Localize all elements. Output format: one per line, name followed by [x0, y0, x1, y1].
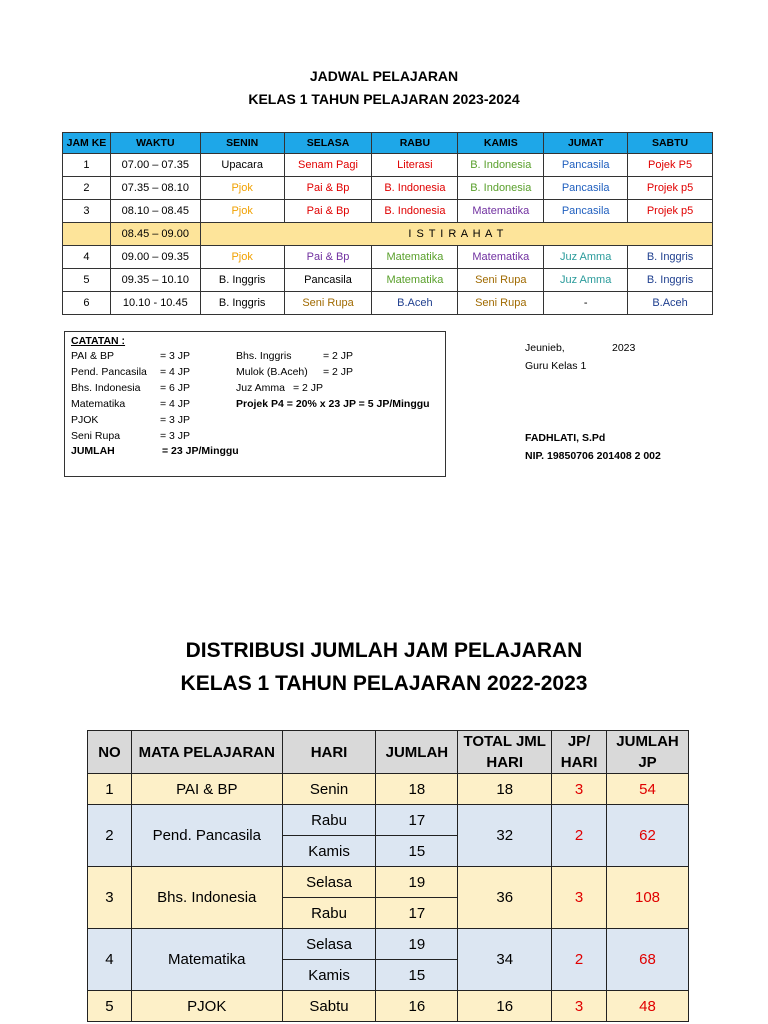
- note-value: = 4 JP: [160, 366, 191, 378]
- cell-total: 36: [458, 867, 552, 929]
- cell-jumat: Juz Amma: [544, 246, 628, 269]
- cell-jumat: Juz Amma: [544, 269, 628, 292]
- distribution-subtitle: KELAS 1 TAHUN PELAJARAN 2022-2023: [180, 672, 588, 695]
- cell-no: 5: [88, 991, 132, 1022]
- distribution-title: DISTRIBUSI JUMLAH JAM PELAJARAN: [185, 639, 583, 662]
- cell-jumlah-jp: 54: [607, 774, 689, 805]
- cell-jumlah-jp: 108: [607, 867, 689, 929]
- cell-sabtu: Projek p5: [628, 200, 713, 223]
- cell-sabtu: Projek p5: [628, 177, 713, 200]
- cell-kamis: Matematika: [458, 246, 544, 269]
- signature-role: Guru Kelas 1: [525, 360, 587, 372]
- cell-sabtu: B. Inggris: [628, 269, 713, 292]
- table-row: [88, 805, 689, 836]
- note-value: = 4 JP: [160, 398, 191, 410]
- cell-hari: Selasa: [282, 867, 376, 898]
- cell-rabu: Literasi: [372, 154, 458, 177]
- cell-jam: [63, 223, 111, 246]
- cell-waktu: 09.35 – 10.10: [110, 269, 200, 292]
- cell-sabtu: B. Inggris: [628, 246, 713, 269]
- note-name: Seni Rupa: [71, 430, 121, 442]
- cell-jumlah-jp: 68: [607, 929, 689, 991]
- cell-hari: Selasa: [282, 929, 376, 960]
- note-value: = 6 JP: [160, 382, 191, 394]
- col-rabu: RABU: [372, 133, 458, 154]
- cell-hari: Rabu: [282, 805, 376, 836]
- cell-jumlah: 18: [376, 774, 458, 805]
- col-senin: SENIN: [200, 133, 284, 154]
- cell-jam: 1: [63, 154, 111, 177]
- cell-kamis: Matematika: [458, 200, 544, 223]
- table-row: [63, 246, 713, 269]
- cell-jp: 2: [552, 805, 607, 867]
- distribution-table: [87, 730, 689, 1022]
- cell-sabtu: Pojek P5: [628, 154, 713, 177]
- col-jumat: JUMAT: [544, 133, 628, 154]
- cell-jumat: Pancasila: [544, 177, 628, 200]
- col-jam-ke: JAM KE: [63, 133, 111, 154]
- note-value: = 2 JP: [323, 366, 354, 378]
- schedule-subtitle: KELAS 1 TAHUN PELAJARAN 2023-2024: [248, 91, 520, 107]
- note-name: Pend. Pancasila: [71, 366, 147, 378]
- cell-jumlah: 17: [376, 898, 458, 929]
- cell-rabu: B.Aceh: [372, 292, 458, 315]
- cell-no: 1: [88, 774, 132, 805]
- cell-jumlah: 15: [376, 960, 458, 991]
- cell-senin: B. Inggris: [200, 292, 284, 315]
- cell-selasa: Seni Rupa: [284, 292, 372, 315]
- signature-name: FADHLATI, S.Pd: [525, 432, 606, 444]
- cell-mapel: PAI & BP: [131, 774, 282, 805]
- table-row: [63, 292, 713, 315]
- schedule-table: [62, 132, 713, 315]
- note-name: Mulok (B.Aceh): [236, 366, 308, 378]
- cell-kamis: Seni Rupa: [458, 292, 544, 315]
- cell-kamis: B. Indonesia: [458, 154, 544, 177]
- table-row: [88, 991, 689, 1022]
- cell-jam: 5: [63, 269, 111, 292]
- col-mata-pelajaran: MATA PELAJARAN: [131, 731, 282, 774]
- cell-senin: Upacara: [200, 154, 284, 177]
- cell-senin: Pjok: [200, 177, 284, 200]
- cell-rabu: B. Indonesia: [372, 177, 458, 200]
- col-kamis: KAMIS: [458, 133, 544, 154]
- cell-jumat: Pancasila: [544, 154, 628, 177]
- cell-jp: 3: [552, 867, 607, 929]
- cell-sabtu: B.Aceh: [628, 292, 713, 315]
- note-value: = 2 JP: [323, 350, 354, 362]
- cell-jumlah: 16: [376, 991, 458, 1022]
- note-name: PAI & BP: [71, 350, 114, 362]
- cell-no: 4: [88, 929, 132, 991]
- note-name: Bhs. Indonesia: [71, 382, 141, 394]
- table-row: [63, 200, 713, 223]
- cell-mapel: Pend. Pancasila: [131, 805, 282, 867]
- cell-jam: 3: [63, 200, 111, 223]
- note-value: = 3 JP: [160, 414, 191, 426]
- notes-title: CATATAN :: [71, 335, 126, 347]
- cell-hari: Kamis: [282, 836, 376, 867]
- cell-selasa: Pai & Bp: [284, 177, 372, 200]
- cell-total: 32: [458, 805, 552, 867]
- note-name: Bhs. Inggris: [236, 350, 292, 362]
- table-row: [63, 154, 713, 177]
- note-projek: Projek P4 = 20% x 23 JP = 5 JP/Minggu: [236, 398, 430, 410]
- cell-hari: Sabtu: [282, 991, 376, 1022]
- cell-hari: Kamis: [282, 960, 376, 991]
- col-jumlah: JUMLAH: [376, 731, 458, 774]
- cell-no: 2: [88, 805, 132, 867]
- cell-waktu: 08.10 – 08.45: [110, 200, 200, 223]
- col-hari: HARI: [282, 731, 376, 774]
- cell-waktu: 09.00 – 09.35: [110, 246, 200, 269]
- schedule-header-row: [63, 133, 713, 154]
- cell-jumat: Pancasila: [544, 200, 628, 223]
- signature-place: Jeunieb,: [525, 342, 565, 354]
- cell-selasa: Senam Pagi: [284, 154, 372, 177]
- cell-jp: 3: [552, 991, 607, 1022]
- cell-rabu: Matematika: [372, 246, 458, 269]
- signature-year: 2023: [612, 342, 636, 354]
- distribution-header-row: [88, 731, 689, 774]
- istirahat-label: I S T I R A H A T: [200, 223, 712, 246]
- cell-jp: 3: [552, 774, 607, 805]
- col-jumlah-jp: JUMLAH JP: [607, 731, 689, 774]
- cell-jumlah: 19: [376, 867, 458, 898]
- cell-jumlah-jp: 62: [607, 805, 689, 867]
- cell-rabu: Matematika: [372, 269, 458, 292]
- cell-jumlah: 19: [376, 929, 458, 960]
- cell-total: 16: [458, 991, 552, 1022]
- cell-jumlah: 15: [376, 836, 458, 867]
- cell-total: 34: [458, 929, 552, 991]
- table-row: [63, 177, 713, 200]
- table-row: [88, 774, 689, 805]
- cell-jumlah-jp: 48: [607, 991, 689, 1022]
- col-total-jml-hari: TOTAL JML HARI: [458, 731, 552, 774]
- cell-waktu: 08.45 – 09.00: [110, 223, 200, 246]
- cell-senin: Pjok: [200, 200, 284, 223]
- cell-waktu: 07.35 – 08.10: [110, 177, 200, 200]
- cell-hari: Rabu: [282, 898, 376, 929]
- cell-waktu: 10.10 - 10.45: [110, 292, 200, 315]
- break-row: [63, 223, 713, 246]
- note-name: PJOK: [71, 414, 99, 426]
- note-total-name: JUMLAH: [71, 445, 115, 457]
- cell-senin: B. Inggris: [200, 269, 284, 292]
- table-row: [88, 929, 689, 960]
- cell-mapel: Bhs. Indonesia: [131, 867, 282, 929]
- cell-hari: Senin: [282, 774, 376, 805]
- cell-total: 18: [458, 774, 552, 805]
- cell-selasa: Pai & Bp: [284, 200, 372, 223]
- col-waktu: WAKTU: [110, 133, 200, 154]
- cell-rabu: B. Indonesia: [372, 200, 458, 223]
- cell-selasa: Pancasila: [284, 269, 372, 292]
- cell-kamis: B. Indonesia: [458, 177, 544, 200]
- cell-waktu: 07.00 – 07.35: [110, 154, 200, 177]
- table-row: [63, 269, 713, 292]
- cell-senin: Pjok: [200, 246, 284, 269]
- cell-kamis: Seni Rupa: [458, 269, 544, 292]
- col-sabtu: SABTU: [628, 133, 713, 154]
- cell-jam: 6: [63, 292, 111, 315]
- note-value: = 3 JP: [160, 350, 191, 362]
- note-value: = 2 JP: [293, 382, 324, 394]
- cell-selasa: Pai & Bp: [284, 246, 372, 269]
- cell-jam: 2: [63, 177, 111, 200]
- note-value: = 3 JP: [160, 430, 191, 442]
- table-row: [88, 867, 689, 898]
- col-no: NO: [88, 731, 132, 774]
- schedule-title: JADWAL PELAJARAN: [309, 68, 459, 84]
- cell-mapel: PJOK: [131, 991, 282, 1022]
- col-selasa: SELASA: [284, 133, 372, 154]
- cell-jumat: -: [544, 292, 628, 315]
- signature-nip: NIP. 19850706 201408 2 002: [525, 450, 661, 462]
- cell-jumlah: 17: [376, 805, 458, 836]
- notes-box: [64, 331, 446, 477]
- col-jp-hari: JP/ HARI: [552, 731, 607, 774]
- note-name: Matematika: [71, 398, 126, 410]
- note-name: Juz Amma: [236, 382, 286, 394]
- cell-no: 3: [88, 867, 132, 929]
- note-total-value: = 23 JP/Minggu: [162, 445, 239, 457]
- cell-jam: 4: [63, 246, 111, 269]
- cell-mapel: Matematika: [131, 929, 282, 991]
- cell-jp: 2: [552, 929, 607, 991]
